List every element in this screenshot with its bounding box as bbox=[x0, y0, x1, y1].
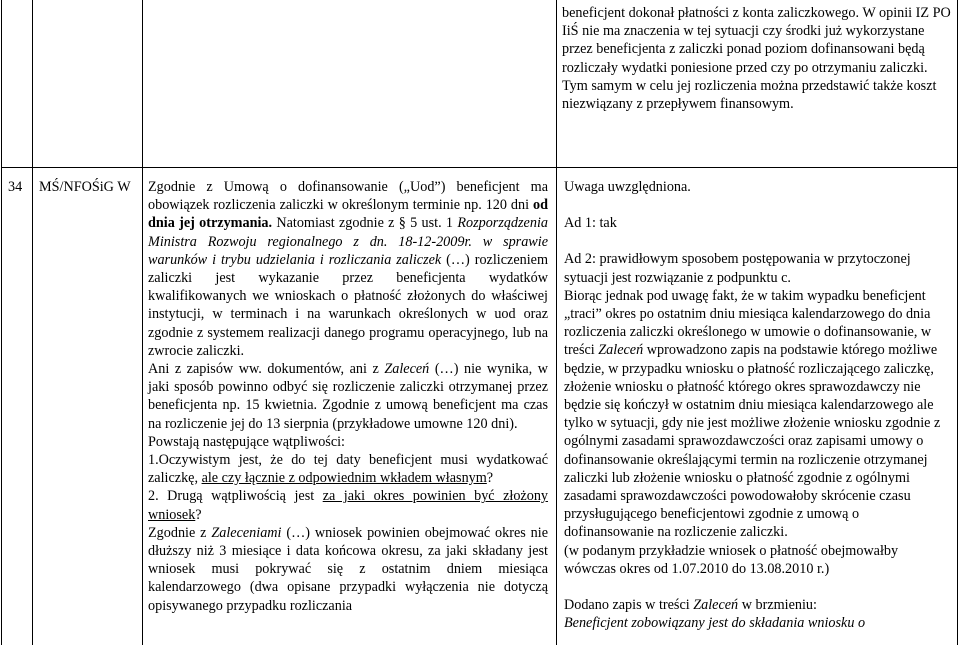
comment-paragraph-1: Zgodnie z Umową o dofinansowanie („Uod”) beneficjent ma obowiązek rozliczenia zaliczki w określonym terminie np. 120 dni od dnia jej otrzymania. Natomiast zgodnie z § 5 ust. 1 Rozporządzenia Ministra Rozwoju regionalnego z dn. 18-12-2009r. w sprawie warunków i trybu udzielania i rozliczania zaliczek (…) rozliczeniem zaliczki jest wykazanie przez beneficjenta wydatków kwalifikowanych we wnioskach o płatność złożonych do właściwej instytucji, w terminach i na warunkach określonych w uod oraz zgodnie z systemem realizacji danego programu operacyjnego, lub na zwrocie zaliczki. bbox=[148, 179, 548, 359]
response-ad1: Ad 1: tak bbox=[564, 215, 617, 232]
row-separator bbox=[1, 167, 958, 168]
table-divider-3 bbox=[556, 0, 557, 645]
comment-paragraph-2: Ani z zapisów ww. dokumentów, ani z Zaleceń (…) nie wynika, w jaki sposób powinno odbyć się rozliczenie zaliczki otrzymanej przez beneficjenta np. 15 kwietnia. Zgodnie z umową beneficjent ma czas na rozliczenie jej do 13 sierpnia (przykładowe umowne 120 dni). bbox=[148, 361, 548, 432]
table-border-right bbox=[957, 0, 958, 645]
response-quote: Beneficjent zobowiązany jest do składania wniosku o bbox=[564, 615, 866, 632]
row-comment bbox=[148, 178, 548, 615]
comment-question-2: 2. Drugą wątpliwością jest za jaki okres powinien być złożony wniosek? bbox=[148, 488, 549, 523]
table-divider-1 bbox=[32, 0, 33, 645]
response-added-note: Dodano zapis w treści Zaleceń w brzmieniu: bbox=[564, 597, 817, 614]
comment-question-1: 1.Oczywistym jest, że do tej daty beneficjent musi wydatkować zaliczkę, ale czy łącznie z odpowiednim wkładem własnym? bbox=[148, 452, 548, 487]
response-ad2: Ad 2: prawidłowym sposobem postępowania w przytoczonej sytuacji jest rozwiązanie z podpunktu c. bbox=[564, 251, 911, 286]
row-source: MŚ/NFOŚiG W bbox=[39, 179, 131, 195]
prev-row-response bbox=[562, 4, 952, 113]
row-response bbox=[564, 178, 952, 632]
response-example: (w podanym przykładzie wniosek o płatność obejmowałby wówczas okres od 1.07.2010 do 13.08.2010 r.) bbox=[564, 542, 899, 577]
comment-paragraph-6: Zgodnie z Zaleceniami (…) wniosek powinien obejmować okres nie dłuższy niż 3 miesiące i data końcowa okresu, za jaki składany jest wniosek musi pokrywać się z ostatnim dniem miesiąca kalendarzowego (dwa opisane przypadki wyłączenia nie dotyczą opisywanego przypadku rozliczania bbox=[148, 524, 549, 614]
prev-row-response-text: beneficjent dokonał płatności z konta zaliczkowego. W opinii IZ PO IiŚ nie ma znaczenia w tej sytuacji czy środki już wykorzystane przez beneficjenta z zaliczki ponad poziom dofinansowani będą rozliczały wydatki poniesione przed czy po otrzymaniu zaliczki. Tym samym w celu jej rozliczenia można przedstawić także koszt niezwiązany z przepływem finansowym. bbox=[562, 5, 951, 113]
comment-paragraph-3: Powstają następujące wątpliwości: bbox=[148, 433, 345, 450]
table-divider-2 bbox=[142, 0, 143, 645]
response-status: Uwaga uwzględniona. bbox=[564, 179, 691, 195]
row-number: 34 bbox=[8, 179, 23, 195]
table-border-left bbox=[1, 0, 2, 645]
response-explanation: Biorąc jednak pod uwagę fakt, że w takim wypadku beneficjent „traci” okres po ostatnim dniu miesiąca kalendarzowego do dnia rozliczenia zaliczki określonego w umowie o dofinansowanie, w treści Zaleceń wprowadzono zapis na podstawie którego możliwe będzie, w przypadku wniosku o płatność rozliczającego zaliczkę, złożenie wniosku o płatność którego okres sprawozdawczy nie będzie się kończył w ostatnim dniu miesiąca kalendarzowego ale tylko w sytuacji, gdy nie jest możliwe złożenie wniosku zgodnie z ogólnymi zasadami sprawozdawczości oraz zapisami umowy o dofinansowanie określającymi termin na rozliczenie otrzymanej zaliczki lub złożenie wniosku o płatność zgodnie z ogólnymi zasadami sprawozdawczości powodowałoby skrócenie czasu przysługującego beneficjentowi zgodnie z umową o dofinansowanie na rozliczenie zaliczki. bbox=[564, 287, 941, 541]
